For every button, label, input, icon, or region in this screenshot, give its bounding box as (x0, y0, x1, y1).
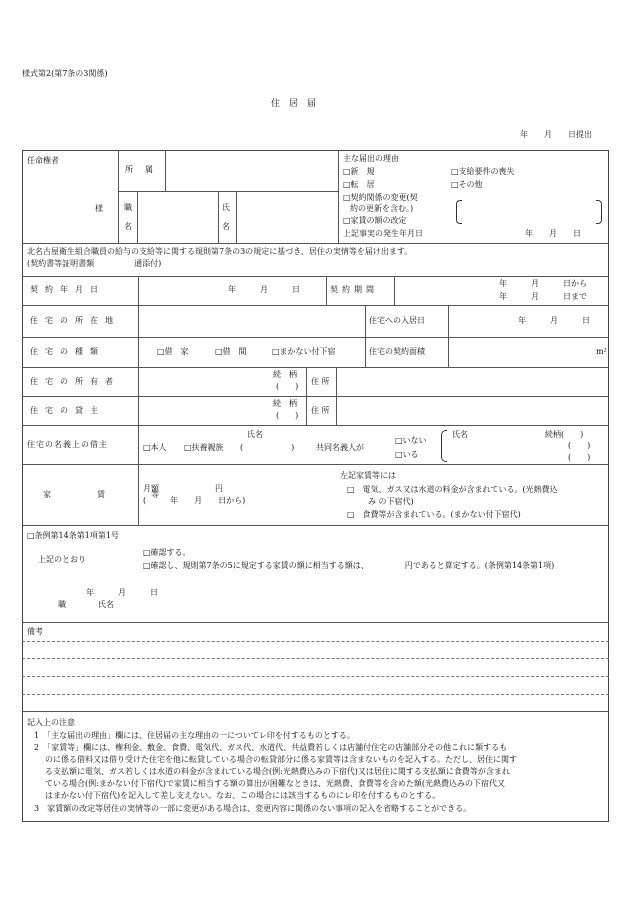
kind-label: 住宅の種類 (30, 347, 105, 356)
sama-label: 様 (95, 204, 103, 213)
note-1: 1 「主な届出の理由」欄には、住居届の主な理由の一についてレ印を付するものとする。 (34, 731, 355, 740)
move-in-label: 住宅への入居日 (369, 316, 425, 325)
rent-includes-label: 左記家賃等には (340, 471, 396, 480)
rent-label: 家 賃 等 (43, 490, 160, 499)
contract-period-label: 契約期間 (330, 285, 378, 294)
ordinance-checkbox[interactable]: □条例第14条第1項第1号 (27, 531, 119, 540)
reason-lost-checkbox[interactable]: □支給要件の喪失 (451, 167, 515, 176)
reason-other-field[interactable] (463, 198, 593, 224)
reason-new-checkbox[interactable]: □新 規 (343, 167, 375, 176)
reason-move-checkbox[interactable]: □転 居 (343, 180, 375, 189)
confirm-signer[interactable]: 職 氏名 (58, 600, 114, 609)
notes-title: 記入上の注意 (27, 718, 75, 727)
reason-title: 主な届出の理由 (343, 154, 399, 163)
period-from[interactable]: 年 月 日から (499, 279, 587, 288)
note-2-cont-2: る支払額に電気、ガス若しくは水道の料金が含まれている場合(例:光熱費込みの下宿代)又は居住に関する支払額に食費等が含まれ (45, 767, 510, 776)
nominal-name-label: 氏名 (247, 430, 263, 439)
contract-date-field[interactable]: 年 月 日 (228, 285, 300, 294)
remarks-field[interactable] (23, 638, 608, 710)
monthly-amount[interactable]: 月額 円 (143, 484, 223, 493)
co-name-label: 氏名 (452, 430, 468, 439)
address-label: 住宅の所在地 (30, 316, 120, 325)
co-holder-label: 共同名義人が (316, 443, 364, 452)
note-3: 3 家賃額の改定等居住の実情等の一部に変更がある場合は、変更内容に関係のない事項の記入を省略することができる。 (34, 804, 472, 813)
utility-note: み の下宿代) (368, 497, 414, 506)
attachment-note: (契約書等証明書類 通添付) (27, 259, 162, 268)
co-none-checkbox[interactable]: □いない (395, 436, 427, 445)
remarks-title: 備考 (27, 627, 43, 636)
kind-board-checkbox[interactable]: □まかない付下宿 (272, 347, 336, 356)
lender-relation-label: 続 柄 (273, 399, 297, 408)
co-exist-checkbox[interactable]: □いる (395, 450, 419, 459)
co-relation-3[interactable]: ( ) (568, 453, 591, 462)
area-label: 住宅の契約面積 (369, 347, 425, 356)
appointer-label: 任命権者 (27, 156, 59, 165)
confirm-checkbox[interactable]: □確認する。 (143, 548, 191, 557)
job-field[interactable] (138, 192, 217, 242)
lender-label: 住宅の貸主 (30, 406, 105, 415)
job-label-2: 名 (124, 222, 132, 231)
utility-checkbox[interactable]: □ 電気、ガス又は水道の料金が含まれている。(光熱費込 (347, 485, 558, 494)
job-label-1: 職 (124, 203, 132, 212)
affiliation-field[interactable] (166, 151, 337, 190)
note-2-cont-1: のに係る借料又は借り受けた住宅を他に転貸している場合の転貸部分に係る家賃等は含まないものを記入する。ただし、居住に関す (45, 755, 517, 764)
confirm-date[interactable]: 年 月 日 (86, 588, 158, 597)
monthly-from[interactable]: ( 年 月 日から) (143, 496, 246, 505)
name-label-2: 名 (222, 222, 230, 231)
dependent-checkbox[interactable]: □扶養親族 (184, 443, 224, 452)
area-unit: m² (596, 347, 607, 356)
lender-relation-field[interactable]: ( ) (276, 411, 299, 420)
occurrence-date[interactable]: 年 月 日 (525, 229, 581, 238)
contract-date-label: 契約年月日 (30, 285, 105, 294)
name-field[interactable] (237, 192, 337, 242)
address-field[interactable] (139, 306, 364, 336)
owner-relation-field[interactable]: ( ) (276, 382, 299, 391)
submit-date[interactable]: 年 月 日提出 (520, 130, 592, 139)
self-checkbox[interactable]: □本人 (143, 443, 167, 452)
affiliation-label: 所 属 (125, 165, 155, 174)
kind-room-checkbox[interactable]: □借 間 (215, 347, 247, 356)
food-checkbox[interactable]: □ 食費等が含まれている。(まかない付下宿代) (347, 510, 521, 519)
owner-relation-label: 続 柄 (273, 370, 297, 379)
nominal-label: 住宅の名義上の借主 (27, 440, 108, 449)
dependent-field[interactable]: ( ) (240, 443, 295, 452)
co-relation-1[interactable]: 続柄( ) (545, 430, 584, 439)
reason-contract-note: 約の更新を含む。) (350, 204, 414, 213)
note-2-cont-4: はまかない付下宿代)を記入して差し支えない。なお、この場合には該当するものにレ印を付するものとする。 (45, 791, 441, 800)
name-label-1: 氏 (222, 203, 230, 212)
owner-label: 住宅の所有者 (30, 377, 120, 386)
move-in-date[interactable]: 年 月 日 (518, 316, 590, 325)
confirm-calc-checkbox[interactable]: □確認し、規則第7条の5に規定する家賃の額に相当する額は、 円であると算定する。(条例第14条第1項) (143, 561, 555, 570)
period-to[interactable]: 年 月 日まで (499, 292, 587, 301)
as-above-label: 上記のとおり (38, 555, 86, 564)
co-relation-2[interactable]: ( ) (568, 441, 591, 450)
occurrence-label: 上記事実の発生年月日 (343, 229, 423, 238)
reason-contract-checkbox[interactable]: □契約関係の変更(契 (343, 193, 418, 202)
lender-address-label: 住 所 (311, 406, 330, 415)
note-2-cont-3: ている場合(例:まかない付下宿代)で家賃に相当する額の算出が困難なときは、光熱費、食費等を含めた額(光熱費込みの下宿代又 (45, 779, 506, 788)
declaration-text: 北名古屋衛生組合職員の給与の支給等に関する規則第7条の3の規定に基づき、居住の実情等を届け出ます。 (27, 247, 413, 256)
owner-address-label: 住 所 (311, 377, 330, 386)
page-title: 住 居 届 (271, 99, 317, 109)
kind-house-checkbox[interactable]: □借 家 (157, 347, 189, 356)
reason-other-checkbox[interactable]: □その他 (451, 180, 483, 189)
form-id: 様式第2(第7条の3関係) (22, 69, 108, 78)
note-2: 2 「家賃等」欄には、権利金、敷金、食費、電気代、ガス代、水道代、共益費若しくは店舗付住宅の店舗部分その他これに類するも (34, 743, 508, 752)
reason-rent-checkbox[interactable]: □家賃の額の改定 (343, 216, 407, 225)
